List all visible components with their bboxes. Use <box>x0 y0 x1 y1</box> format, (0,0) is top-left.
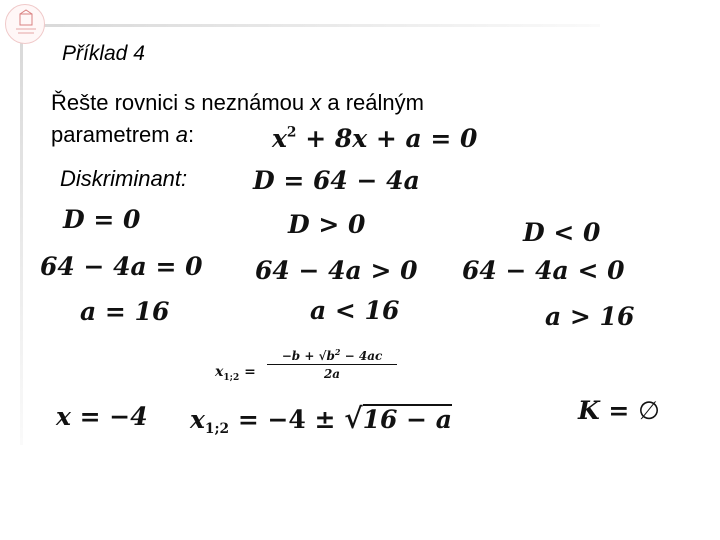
equation-rest: + 8x + a = 0 <box>296 124 478 153</box>
task-colon: : <box>187 122 195 147</box>
task-var-a: a <box>175 122 188 147</box>
task-var-x: x <box>310 90 322 115</box>
case-equal-result: a = 16 <box>80 297 170 326</box>
equation-exponent: 2 <box>286 124 297 141</box>
task-text-2: parametrem <box>51 122 176 147</box>
quadratic-formula-numerator-pre: −b + <box>281 349 319 363</box>
equation-x: x <box>272 124 287 153</box>
task-text-1-rest: a reálným <box>321 90 424 115</box>
quadratic-formula-b: b <box>326 349 335 363</box>
quadratic-formula-numerator-post: − 4ac <box>340 349 383 363</box>
quadratic-formula-numerator <box>267 345 397 363</box>
case-greater-root <box>190 402 452 437</box>
case-equal-root: x = −4 <box>56 402 148 431</box>
quadratic-formula-denominator: 2a <box>323 367 341 381</box>
solution-set-label: K = <box>578 396 639 425</box>
case-greater-root-radicand: 16 − a <box>362 405 452 434</box>
task-line-1 <box>51 90 424 116</box>
discriminant-label: Diskriminant: <box>60 166 188 191</box>
case-greater-equation: 64 − 4a > 0 <box>255 256 418 285</box>
equation <box>272 124 477 153</box>
quadratic-formula-subscript: 1;2 <box>223 372 240 383</box>
case-greater-root-mid: = −4 ± <box>229 405 345 434</box>
quadratic-formula-equals: = <box>244 364 256 380</box>
slide-frame-left <box>20 30 23 445</box>
slide-frame-top <box>20 24 600 27</box>
discriminant-formula: D = 64 − 4a <box>253 166 420 195</box>
case-greater-result: a < 16 <box>310 296 400 325</box>
case-less-result: a > 16 <box>545 302 635 331</box>
case-greater-root-subscript: 1;2 <box>204 420 230 437</box>
case-less-solution <box>578 396 660 425</box>
case-less-equation: 64 − 4a < 0 <box>462 256 625 285</box>
school-logo-icon <box>5 4 45 44</box>
quadratic-formula-exponent: 2 <box>334 347 341 357</box>
quadratic-formula-lhs <box>215 364 256 383</box>
case-greater-condition: D > 0 <box>288 210 366 239</box>
quadratic-formula-fraction-bar <box>267 364 397 365</box>
case-equal-equation: 64 − 4a = 0 <box>40 252 203 281</box>
case-equal-condition: D = 0 <box>63 205 141 234</box>
case-greater-root-x: x <box>190 405 205 434</box>
square-root-sign-icon: √ <box>344 402 363 435</box>
quadratic-formula-x: x <box>215 364 224 380</box>
task-line-2 <box>51 122 194 148</box>
task-text-1: Řešte rovnici s neznámou <box>51 90 311 115</box>
case-less-condition: D < 0 <box>523 218 601 247</box>
page-title: Příklad 4 <box>62 42 145 65</box>
empty-set-icon: ∅ <box>638 396 660 425</box>
quadratic-formula-fraction <box>267 345 397 381</box>
square-root-icon: √ <box>318 349 327 363</box>
